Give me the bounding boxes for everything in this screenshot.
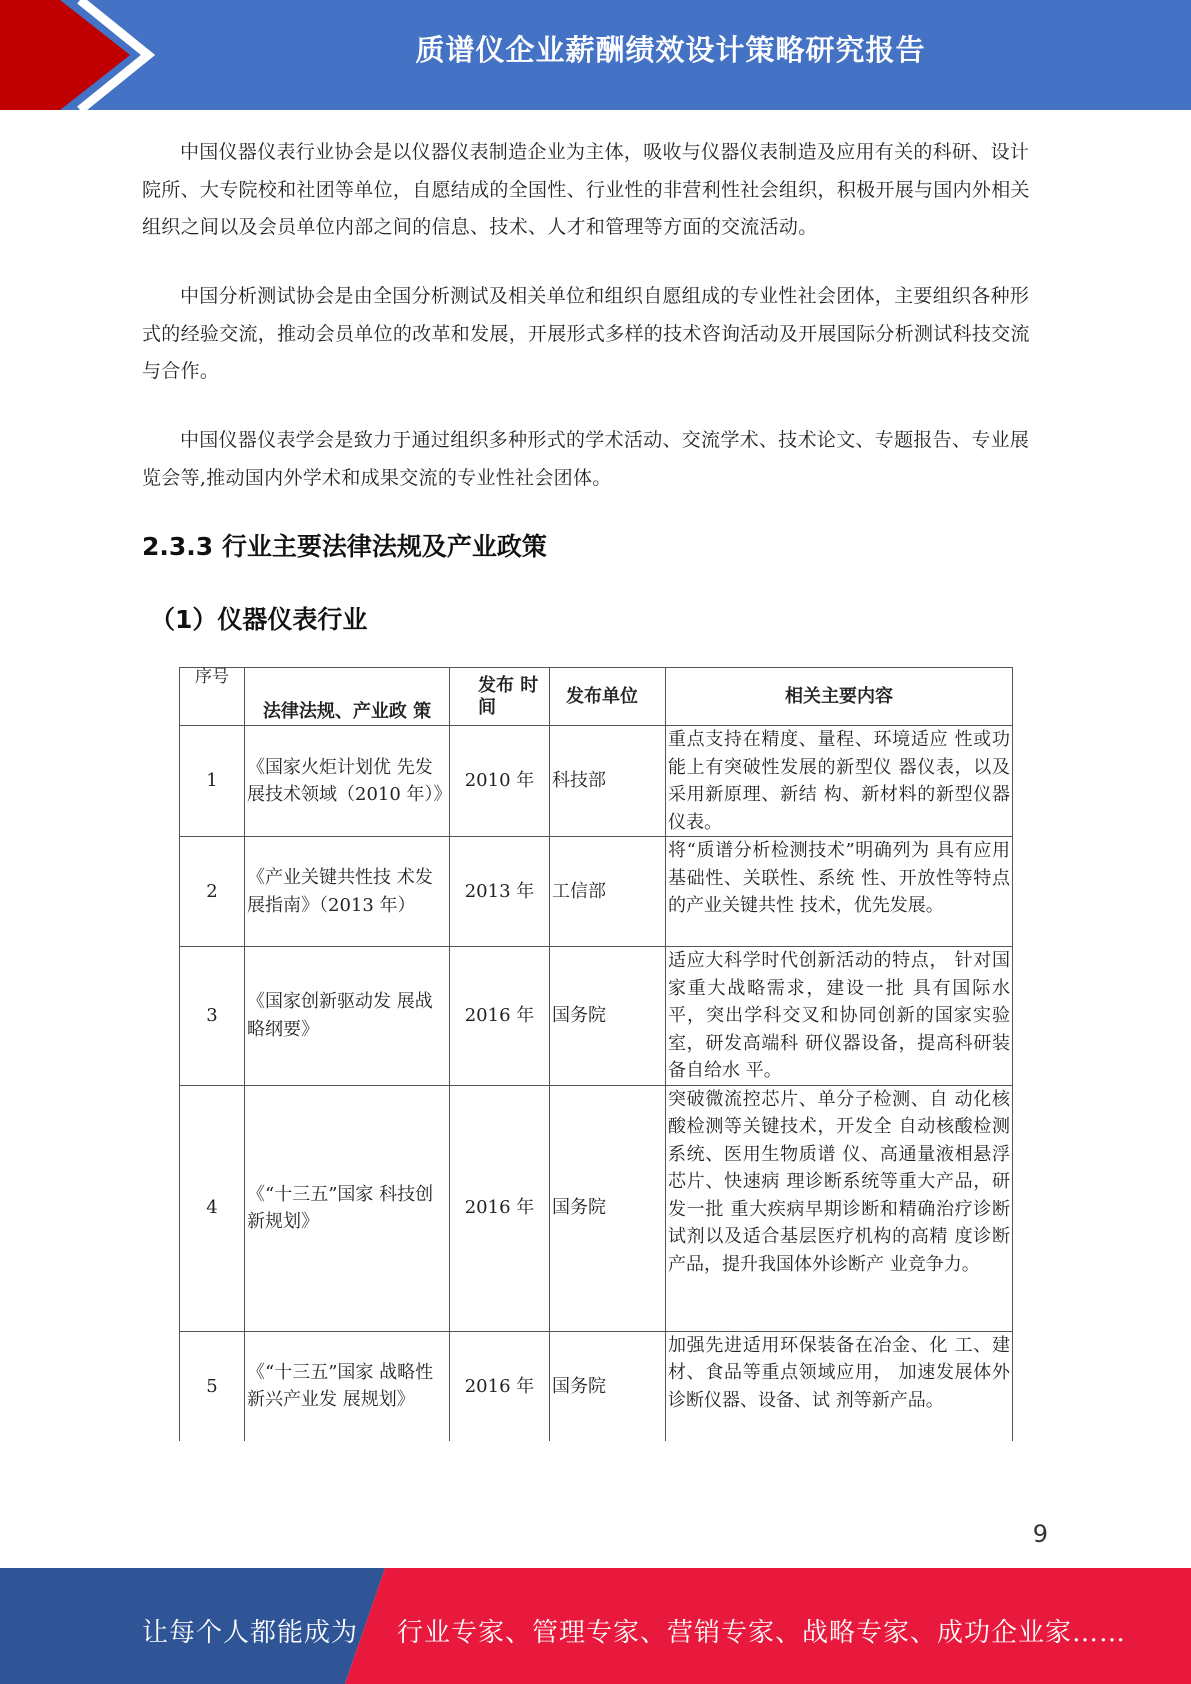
paragraph-instrument-society: 中国仪器仪表学会是致力于通过组织多种形式的学术活动、交流学术、技术论文、专题报告、专业展览会等,推动国内外学术和成果交流的专业性社会团体。 bbox=[142, 429, 1030, 489]
cell-name: 《产业关键共性技 术发展指南》（2013 年） bbox=[245, 837, 450, 947]
footer-slogan-left: 让每个人都能成为 bbox=[142, 1618, 359, 1648]
table-header-row bbox=[180, 668, 1013, 726]
cell-no: 1 bbox=[180, 726, 245, 837]
section-heading: 2.3.3 行业主要法律法规及产业政策 bbox=[142, 532, 547, 561]
cell-unit: 国务院 bbox=[550, 947, 666, 1086]
cell-unit: 工信部 bbox=[550, 837, 666, 947]
header-no: 序号 bbox=[180, 668, 245, 726]
cell-content: 加强先进适用环保装备在冶金、化 工、建材、食品等重点领域应用， 加速发展体外诊断仪器、设备、试 剂等新产品。 bbox=[666, 1331, 1013, 1441]
report-title: 质谱仪企业薪酬绩效设计策略研究报告 bbox=[415, 33, 926, 67]
cell-name: 《国家创新驱动发 展战略纲要》 bbox=[245, 947, 450, 1086]
cell-name: 《“十三五”国家 科技创新规划》 bbox=[245, 1085, 450, 1331]
cell-date: 2016 年 bbox=[450, 1085, 550, 1331]
header-date: 发布 时间 bbox=[450, 668, 550, 726]
table-row bbox=[180, 1331, 1013, 1441]
cell-unit: 国务院 bbox=[550, 1085, 666, 1331]
cell-no: 2 bbox=[180, 837, 245, 947]
cell-unit: 国务院 bbox=[550, 1331, 666, 1441]
cell-date: 2013 年 bbox=[450, 837, 550, 947]
cell-no: 3 bbox=[180, 947, 245, 1086]
policy-table bbox=[179, 667, 1013, 1441]
table-row bbox=[180, 1085, 1013, 1331]
sub-heading: （1）仪器仪表行业 bbox=[150, 605, 368, 634]
footer-slogan-right: 行业专家、管理专家、营销专家、战略专家、成功企业家…… bbox=[397, 1618, 1127, 1648]
cell-content: 适应大科学时代创新活动的特点， 针对国家重大战略需求，建设一批 具有国际水平，突出学科交叉和协同创新的国家实验室，研发高端科 研仪器设备，提高科研装备自给水 平。 bbox=[666, 947, 1013, 1086]
page-header bbox=[0, 0, 1191, 110]
cell-date: 2016 年 bbox=[450, 1331, 550, 1441]
cell-content: 突破微流控芯片、单分子检测、自 动化核酸检测等关键技术，开发全 自动核酸检测系统、医用生物质谱 仪、高通量液相悬浮芯片、快速病 理诊断系统等重大产品，研发一批 重大疾病早期诊断和精确治疗诊断 试剂以及适合基层医疗机构的高精 度诊断产品，提升我国体外诊断产 业竞争力。 bbox=[666, 1085, 1013, 1331]
table-row bbox=[180, 726, 1013, 837]
table-row bbox=[180, 837, 1013, 947]
header-red-block bbox=[0, 0, 130, 110]
cell-no: 4 bbox=[180, 1085, 245, 1331]
paragraph-instrument-association: 中国仪器仪表行业协会是以仪器仪表制造企业为主体，吸收与仪器仪表制造及应用有关的科研、设计院所、大专院校和社团等单位，自愿结成的全国性、行业性的非营利性社会组织，积极开展与国内外相关组织之间以及会员单位内部之间的信息、技术、人才和管理等方面的交流活动。 bbox=[142, 141, 1030, 238]
cell-date: 2010 年 bbox=[450, 726, 550, 837]
cell-unit: 科技部 bbox=[550, 726, 666, 837]
cell-name: 《“十三五”国家 战略性新兴产业发 展规划》 bbox=[245, 1331, 450, 1441]
header-content: 相关主要内容 bbox=[666, 668, 1013, 726]
page-footer bbox=[0, 1568, 1191, 1684]
table-row bbox=[180, 947, 1013, 1086]
cell-content: 重点支持在精度、量程、环境适应 性或功能上有突破性发展的新型仪 器仪表，以及采用新原理、新结 构、新材料的新型仪器仪表。 bbox=[666, 726, 1013, 837]
page-number: 9 bbox=[1032, 1520, 1048, 1548]
header-unit: 发布单位 bbox=[550, 668, 666, 726]
cell-date: 2016 年 bbox=[450, 947, 550, 1086]
cell-content: 将“质谱分析检测技术”明确列为 具有应用基础性、关联性、系统 性、开放性等特点的产业关键共性 技术，优先发展。 bbox=[666, 837, 1013, 947]
paragraph-analysis-association: 中国分析测试协会是由全国分析测试及相关单位和组织自愿组成的专业性社会团体，主要组织各种形式的经验交流，推动会员单位的改革和发展，开展形式多样的技术咨询活动及开展国际分析测试科技交流与合作。 bbox=[142, 285, 1030, 382]
header-name: 法律法规、产业政 策 bbox=[245, 668, 450, 726]
cell-no: 5 bbox=[180, 1331, 245, 1441]
cell-name: 《国家火炬计划优 先发展技术领域（2010 年）》 bbox=[245, 726, 450, 837]
